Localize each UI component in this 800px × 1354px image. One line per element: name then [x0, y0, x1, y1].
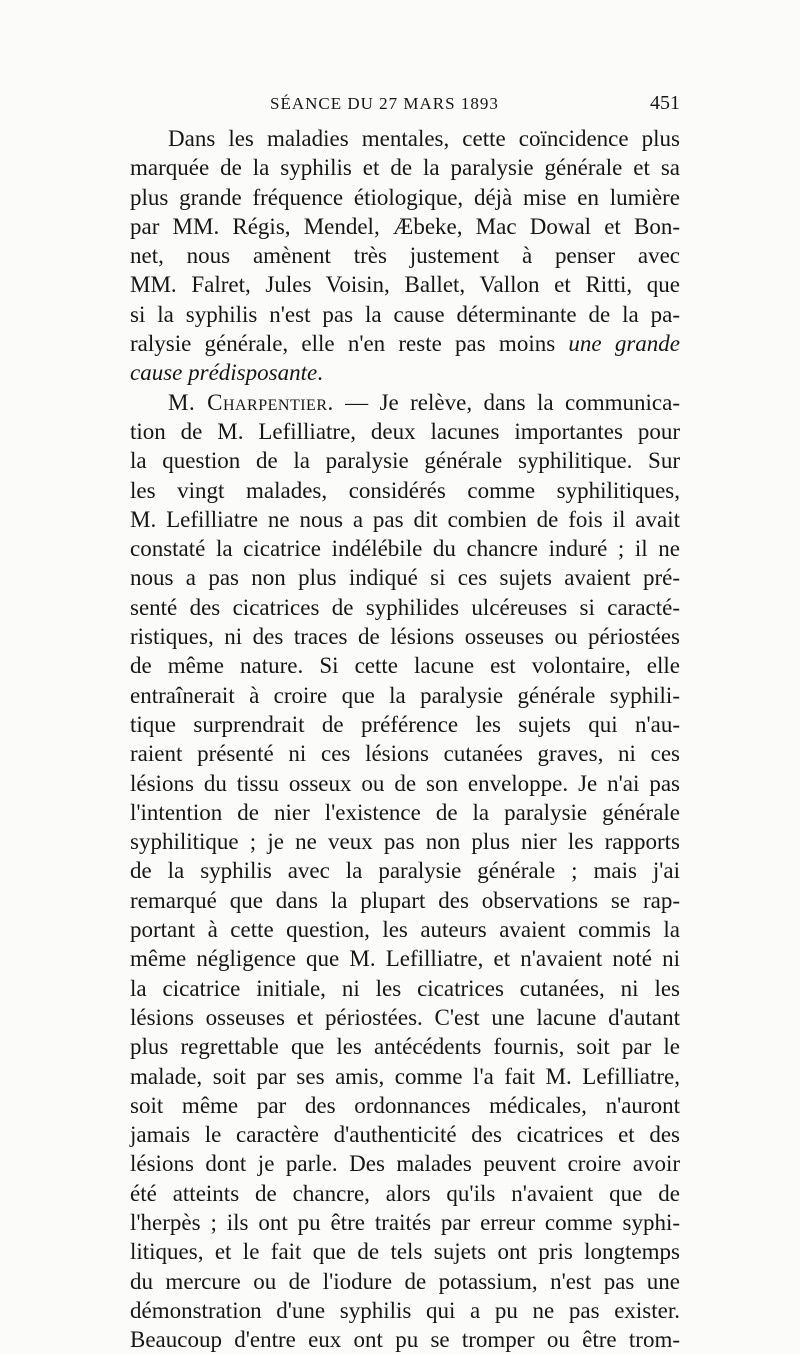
- text-line: ristiques, ni des traces de lésions osseuses ou périostées: [130, 624, 680, 650]
- paragraph-2: [130, 388, 680, 1354]
- speaker-name: M. Charpentier.: [168, 389, 334, 415]
- text-line: M. Lefilliatre ne nous a pas dit combien de fois il avait: [130, 506, 680, 532]
- text-segment: — Je relève, dans la communica-: [333, 389, 680, 415]
- text-line: l'herpès ; ils ont pu être traités par erreur comme syphi-: [130, 1209, 680, 1235]
- text-line: même négligence que M. Lefilliatre, et n'avaient noté ni: [130, 946, 680, 972]
- text-line: été atteints de chancre, alors qu'ils n'avaient que de: [130, 1180, 680, 1206]
- text-line: MM. Falret, Jules Voisin, Ballet, Vallon et Ritti, que: [130, 272, 680, 298]
- text-line: net, nous amènent très justement à penser avec: [130, 243, 680, 269]
- text-line: [130, 329, 680, 358]
- text-line: la question de la paralysie générale syphilitique. Sur: [130, 448, 680, 474]
- emphasis-text: cause prédisposante: [130, 360, 318, 386]
- text-line: senté des cicatrices de syphilides ulcéreuses si caracté-: [130, 594, 680, 620]
- text-line: constaté la cicatrice indélébile du chancre induré ; il ne: [130, 536, 680, 562]
- page-number: 451: [650, 92, 680, 114]
- text-line: de la syphilis avec la paralysie générale ; mais j'ai: [130, 858, 680, 884]
- text-line: la cicatrice initiale, ni les cicatrices cutanées, ni les: [130, 975, 680, 1001]
- text-line: tique surprendrait de préférence les sujets qui n'au-: [130, 711, 680, 737]
- text-line: Dans les maladies mentales, cette coïncidence plus: [168, 126, 680, 151]
- text-line: les vingt malades, considérés comme syphilitiques,: [130, 477, 680, 503]
- running-title: SÉANCE DU 27 MARS 1893: [270, 94, 499, 113]
- text-line: l'intention de nier l'existence de la paralysie générale: [130, 799, 680, 825]
- text-line: [130, 358, 680, 387]
- text-line: tion de M. Lefilliatre, deux lacunes importantes pour: [130, 418, 680, 444]
- text-line: si la syphilis n'est pas la cause déterminante de la pa-: [130, 301, 680, 327]
- text-line: remarqué que dans la plupart des observations se rap-: [130, 887, 680, 913]
- text-line: [130, 388, 680, 417]
- text-line: entraînerait à croire que la paralysie générale syphili-: [130, 682, 680, 708]
- text-line: portant à cette question, les auteurs avaient commis la: [130, 917, 680, 943]
- text-line: soit même par des ordonnances médicales, n'auront: [130, 1092, 680, 1118]
- punctuation: .: [317, 360, 323, 386]
- paragraph-1: [130, 124, 680, 388]
- body-text: [130, 124, 680, 1354]
- text-line: jamais le caractère d'authenticité des cicatrices et des: [130, 1122, 680, 1148]
- text-line: du mercure ou de l'iodure de potassium, n'est pas une: [130, 1268, 680, 1294]
- text-line: litiques, et le fait que de tels sujets ont pris longtemps: [130, 1239, 680, 1265]
- text-line: nous a pas non plus indiqué si ces sujets avaient pré-: [130, 565, 680, 591]
- page-header: [130, 88, 680, 118]
- text-line: de même nature. Si cette lacune est volontaire, elle: [130, 653, 680, 679]
- text-line: plus regrettable que les antécédents fournis, soit par le: [130, 1034, 680, 1060]
- text-line: par MM. Régis, Mendel, Æbeke, Mac Dowal et Bon-: [130, 213, 680, 239]
- text-line: lésions du tissu osseux ou de son enveloppe. Je n'ai pas: [130, 770, 680, 796]
- text-line: malade, soit par ses amis, comme l'a fait M. Lefilliatre,: [130, 1063, 680, 1089]
- text-line: plus grande fréquence étiologique, déjà mise en lumière: [130, 184, 680, 210]
- emphasis-text: une grande: [568, 331, 681, 357]
- text-line: démonstration d'une syphilis qui a pu ne pas exister.: [130, 1297, 680, 1323]
- text-line: syphilitique ; je ne veux pas non plus nier les rapports: [130, 829, 680, 855]
- text-line: lésions osseuses et périostées. C'est une lacune d'autant: [130, 1004, 680, 1030]
- text-line: marquée de la syphilis et de la paralysie générale et sa: [130, 155, 680, 181]
- text-line: raient présenté ni ces lésions cutanées graves, ni ces: [130, 741, 680, 767]
- text-segment: ralysie générale, elle n'en reste pas moins: [130, 331, 556, 357]
- text-line: lésions dont je parle. Des malades peuvent croire avoir: [130, 1151, 680, 1177]
- text-line: Beaucoup d'entre eux ont pu se tromper ou être trom-: [130, 1327, 680, 1353]
